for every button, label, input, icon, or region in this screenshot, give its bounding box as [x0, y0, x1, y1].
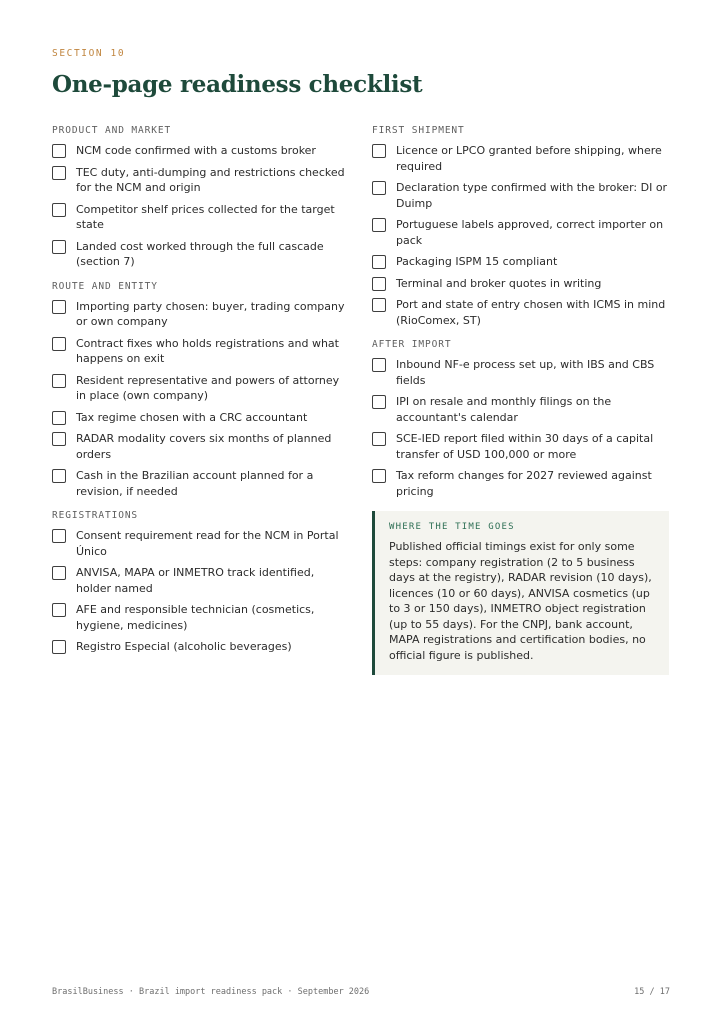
- checklist-item: [372, 143, 669, 174]
- checkbox[interactable]: [52, 374, 66, 388]
- section-heading: FIRST SHIPMENT: [372, 125, 465, 136]
- checklist-item: [52, 143, 349, 159]
- callout-body: Published official timings exist for only some steps: company registration (2 to 5 business days at the registry), RADAR revision (10 days), licences (10 or 60 days), ANVISA cosmetics (up to 3 or 150 days), INMETRO object registration (up to 55 days). For the CNPJ, bank account, MAPA registrations and certification bodies, no official figure is published.: [389, 540, 652, 662]
- page-title: One-page readiness checklist: [52, 71, 423, 98]
- checklist-item: [52, 299, 349, 330]
- checklist-item-label: TEC duty, anti-dumping and restrictions checked for the NCM and origin: [76, 165, 345, 194]
- callout-heading: WHERE THE TIME GOES: [389, 522, 515, 532]
- checkbox[interactable]: [52, 300, 66, 314]
- checkbox[interactable]: [372, 469, 386, 483]
- section-heading: AFTER IMPORT: [372, 339, 452, 350]
- checklist-item: [372, 180, 669, 211]
- checkbox[interactable]: [372, 218, 386, 232]
- checklist-item: [372, 254, 669, 270]
- checklist-item: [372, 217, 669, 248]
- checkbox[interactable]: [52, 203, 66, 217]
- checklist-item: [52, 202, 349, 233]
- checkbox[interactable]: [52, 432, 66, 446]
- checklist-item-label: IPI on resale and monthly filings on the accountant's calendar: [396, 395, 612, 424]
- right-sections: [372, 125, 669, 499]
- checkbox[interactable]: [52, 240, 66, 254]
- checklist-item: [372, 357, 669, 388]
- page: [52, 48, 670, 675]
- checklist-item: [52, 528, 349, 559]
- checklist-item-label: Packaging ISPM 15 compliant: [396, 255, 558, 268]
- checkbox[interactable]: [372, 358, 386, 372]
- checkbox[interactable]: [372, 432, 386, 446]
- checklist-item-label: Tax reform changes for 2027 reviewed against pricing: [396, 469, 652, 498]
- checklist-item-label: NCM code confirmed with a customs broker: [76, 144, 316, 157]
- checkbox[interactable]: [372, 144, 386, 158]
- checklist-item-label: Inbound NF-e process set up, with IBS and CBS fields: [396, 358, 655, 387]
- page-footer: [52, 987, 670, 997]
- section-registrations: [52, 510, 349, 655]
- checklist-item-label: ANVISA, MAPA or INMETRO track identified, holder named: [76, 566, 315, 595]
- checklist-item: [52, 602, 349, 633]
- checklist-item: [52, 336, 349, 367]
- checkbox[interactable]: [52, 469, 66, 483]
- checklist-item: [372, 468, 669, 499]
- section-heading: PRODUCT AND MARKET: [52, 125, 172, 136]
- checklist-item: [52, 239, 349, 270]
- checklist-item: [372, 394, 669, 425]
- checklist-item: [52, 410, 349, 426]
- checklist-item-label: Consent requirement read for the NCM in Portal Único: [76, 529, 339, 558]
- checklist-item-label: Port and state of entry chosen with ICMS in mind (RioComex, ST): [396, 298, 666, 327]
- checkbox[interactable]: [372, 298, 386, 312]
- section-heading: ROUTE AND ENTITY: [52, 280, 158, 292]
- checklist-item: [372, 276, 669, 292]
- checkbox[interactable]: [52, 603, 66, 617]
- checklist-item: [52, 165, 349, 196]
- checklist-item: [52, 431, 349, 462]
- checkbox[interactable]: [52, 166, 66, 180]
- right-column: [372, 125, 669, 675]
- checkbox[interactable]: [372, 277, 386, 291]
- checkbox[interactable]: [52, 144, 66, 158]
- checklist-columns: [52, 125, 670, 675]
- checklist-item: [372, 431, 669, 462]
- checklist-item: [52, 565, 349, 596]
- left-column: [52, 125, 349, 675]
- checklist-item-label: Resident representative and powers of attorney in place (own company): [76, 373, 340, 402]
- section-route-and-entity: [52, 281, 349, 500]
- section-product-and-market: [52, 125, 349, 270]
- checklist-item-label: Importing party chosen: buyer, trading company or own company: [76, 299, 345, 328]
- checkbox[interactable]: [52, 411, 66, 425]
- checklist-item-label: Registro Especial (alcoholic beverages): [76, 640, 292, 653]
- section-eyebrow: SECTION 10: [52, 48, 126, 59]
- checklist-item-label: RADAR modality covers six months of planned orders: [76, 432, 332, 461]
- checklist-item: [52, 639, 349, 655]
- checklist-item-label: Terminal and broker quotes in writing: [396, 276, 602, 290]
- footer-publication: BrasilBusiness · Brazil import readiness pack · September 2026: [52, 987, 370, 997]
- checklist-item-label: Licence or LPCO granted before shipping, where required: [396, 144, 662, 173]
- checklist-item-label: Tax regime chosen with a CRC accountant: [76, 410, 308, 424]
- checkbox[interactable]: [372, 255, 386, 269]
- checkbox[interactable]: [52, 337, 66, 351]
- checklist-item-label: SCE-IED report filed within 30 days of a capital transfer of USD 100,000 or more: [396, 432, 654, 461]
- checklist-item: [52, 468, 349, 499]
- section-heading: REGISTRATIONS: [52, 510, 139, 521]
- checklist-item-label: AFE and responsible technician (cosmetics, hygiene, medicines): [76, 603, 315, 632]
- time-callout: [372, 511, 669, 675]
- checklist-item-label: Contract fixes who holds registrations and what happens on exit: [76, 336, 339, 365]
- checkbox[interactable]: [372, 181, 386, 195]
- checklist-item-label: Competitor shelf prices collected for the target state: [76, 202, 335, 231]
- checkbox[interactable]: [372, 395, 386, 409]
- checkbox[interactable]: [52, 640, 66, 654]
- page-number: 15 / 17: [634, 987, 670, 997]
- checklist-item: [372, 297, 669, 328]
- checklist-item-label: Landed cost worked through the full cascade (section 7): [76, 239, 324, 268]
- section-after-import: [372, 339, 669, 499]
- checklist-item-label: Declaration type confirmed with the broker: DI or Duimp: [396, 181, 668, 210]
- checkbox[interactable]: [52, 529, 66, 543]
- section-first-shipment: [372, 125, 669, 328]
- checklist-item: [52, 373, 349, 404]
- checkbox[interactable]: [52, 566, 66, 580]
- checklist-item-label: Portuguese labels approved, correct importer on pack: [396, 218, 664, 247]
- checklist-item-label: Cash in the Brazilian account planned for a revision, if needed: [76, 469, 314, 498]
